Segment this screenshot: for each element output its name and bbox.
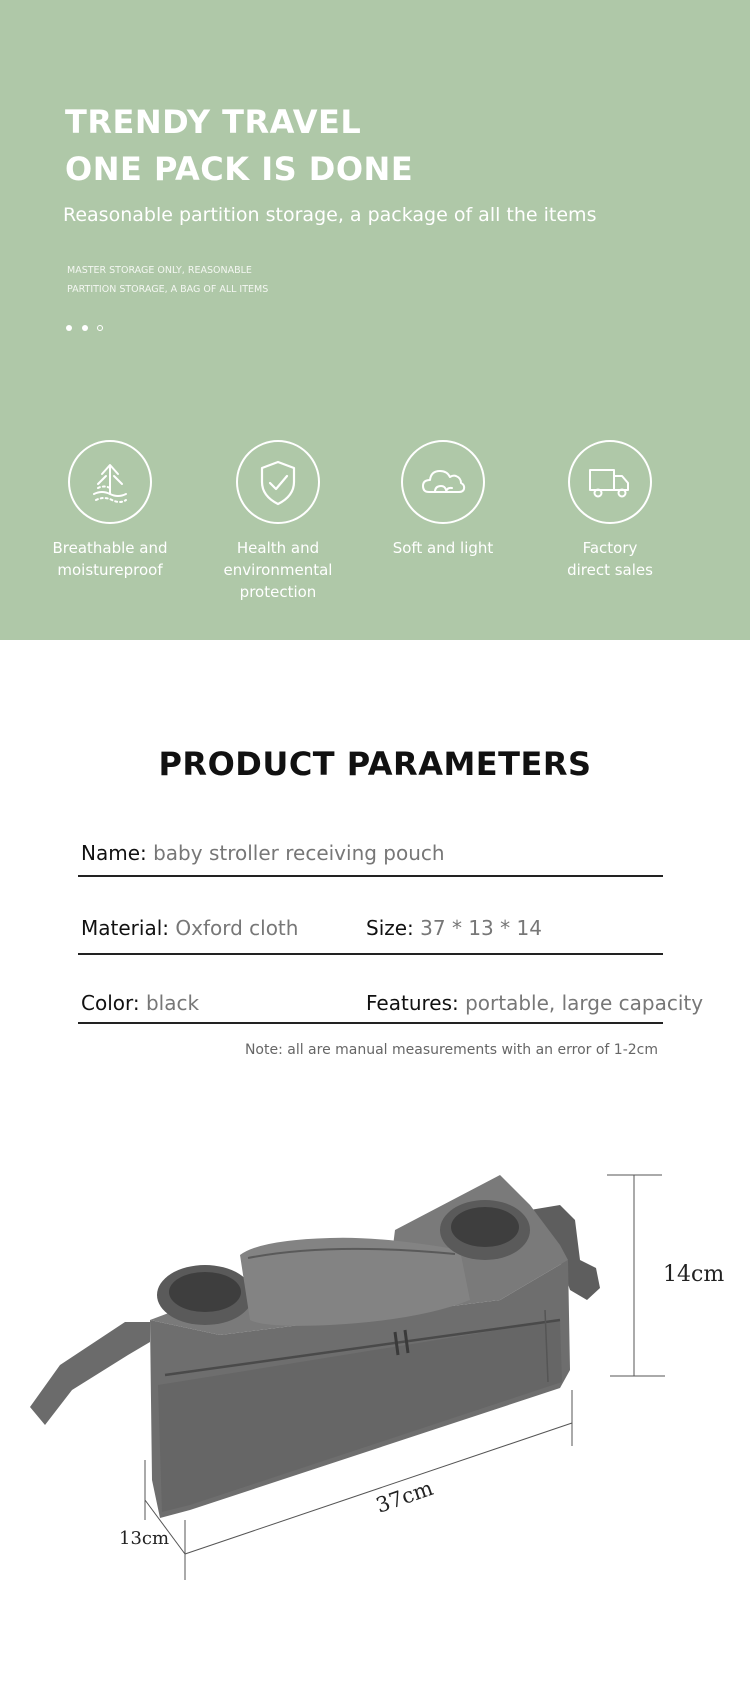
- param-name: [81, 841, 445, 865]
- cloud-icon: [401, 440, 485, 524]
- param-size-value: 37 * 13 * 14: [420, 916, 542, 940]
- param-color-key: Color:: [81, 991, 140, 1015]
- feature-label: Health and environmental protection: [223, 539, 333, 601]
- depth-dimension-label: 13cm: [119, 1528, 170, 1549]
- param-features: [366, 991, 703, 1015]
- hero-small-line1: MASTER STORAGE ONLY, REASONABLE: [67, 265, 252, 276]
- param-material-key: Material:: [81, 916, 169, 940]
- hero-banner: [0, 0, 750, 640]
- feature-label: Soft and light: [392, 539, 494, 557]
- measurement-note: Note: all are manual measurements with an error of 1-2cm: [244, 1042, 658, 1058]
- hero-title-line1: TRENDY TRAVEL: [65, 103, 362, 141]
- breathable-arrow-icon: [68, 440, 152, 524]
- hero-small-line2: PARTITION STORAGE, A BAG OF ALL ITEMS: [67, 284, 269, 295]
- param-material-value: Oxford cloth: [175, 916, 299, 940]
- hero-title-line2: ONE PACK IS DONE: [65, 150, 414, 188]
- divider: [78, 875, 663, 877]
- divider: [78, 1022, 663, 1024]
- param-features-value: portable, large capacity: [465, 991, 704, 1015]
- carousel-dot-2[interactable]: [82, 325, 88, 331]
- hero-subtitle: Reasonable partition storage, a package of all the items: [63, 204, 597, 226]
- param-size-key: Size:: [366, 916, 414, 940]
- param-features-key: Features:: [366, 991, 459, 1015]
- param-size: [366, 916, 542, 940]
- shield-check-icon: [236, 440, 320, 524]
- param-name-key: Name:: [81, 841, 147, 865]
- param-material: [81, 916, 298, 940]
- divider: [78, 953, 663, 955]
- feature-label: Factory direct sales: [567, 539, 653, 579]
- height-dimension-label: 14cm: [663, 1262, 725, 1287]
- param-color: [81, 991, 199, 1015]
- carousel-dot-1[interactable]: [66, 325, 72, 331]
- feature-label: Breathable and moistureproof: [52, 539, 168, 579]
- length-dimension-label: 37cm: [373, 1475, 437, 1518]
- stroller-pouch-image: [0, 1150, 750, 1600]
- param-name-value: baby stroller receiving pouch: [153, 841, 445, 865]
- truck-icon: [568, 440, 652, 524]
- param-color-value: black: [145, 991, 200, 1015]
- product-parameters-title: PRODUCT PARAMETERS: [158, 745, 592, 783]
- carousel-dot-3[interactable]: [97, 325, 103, 331]
